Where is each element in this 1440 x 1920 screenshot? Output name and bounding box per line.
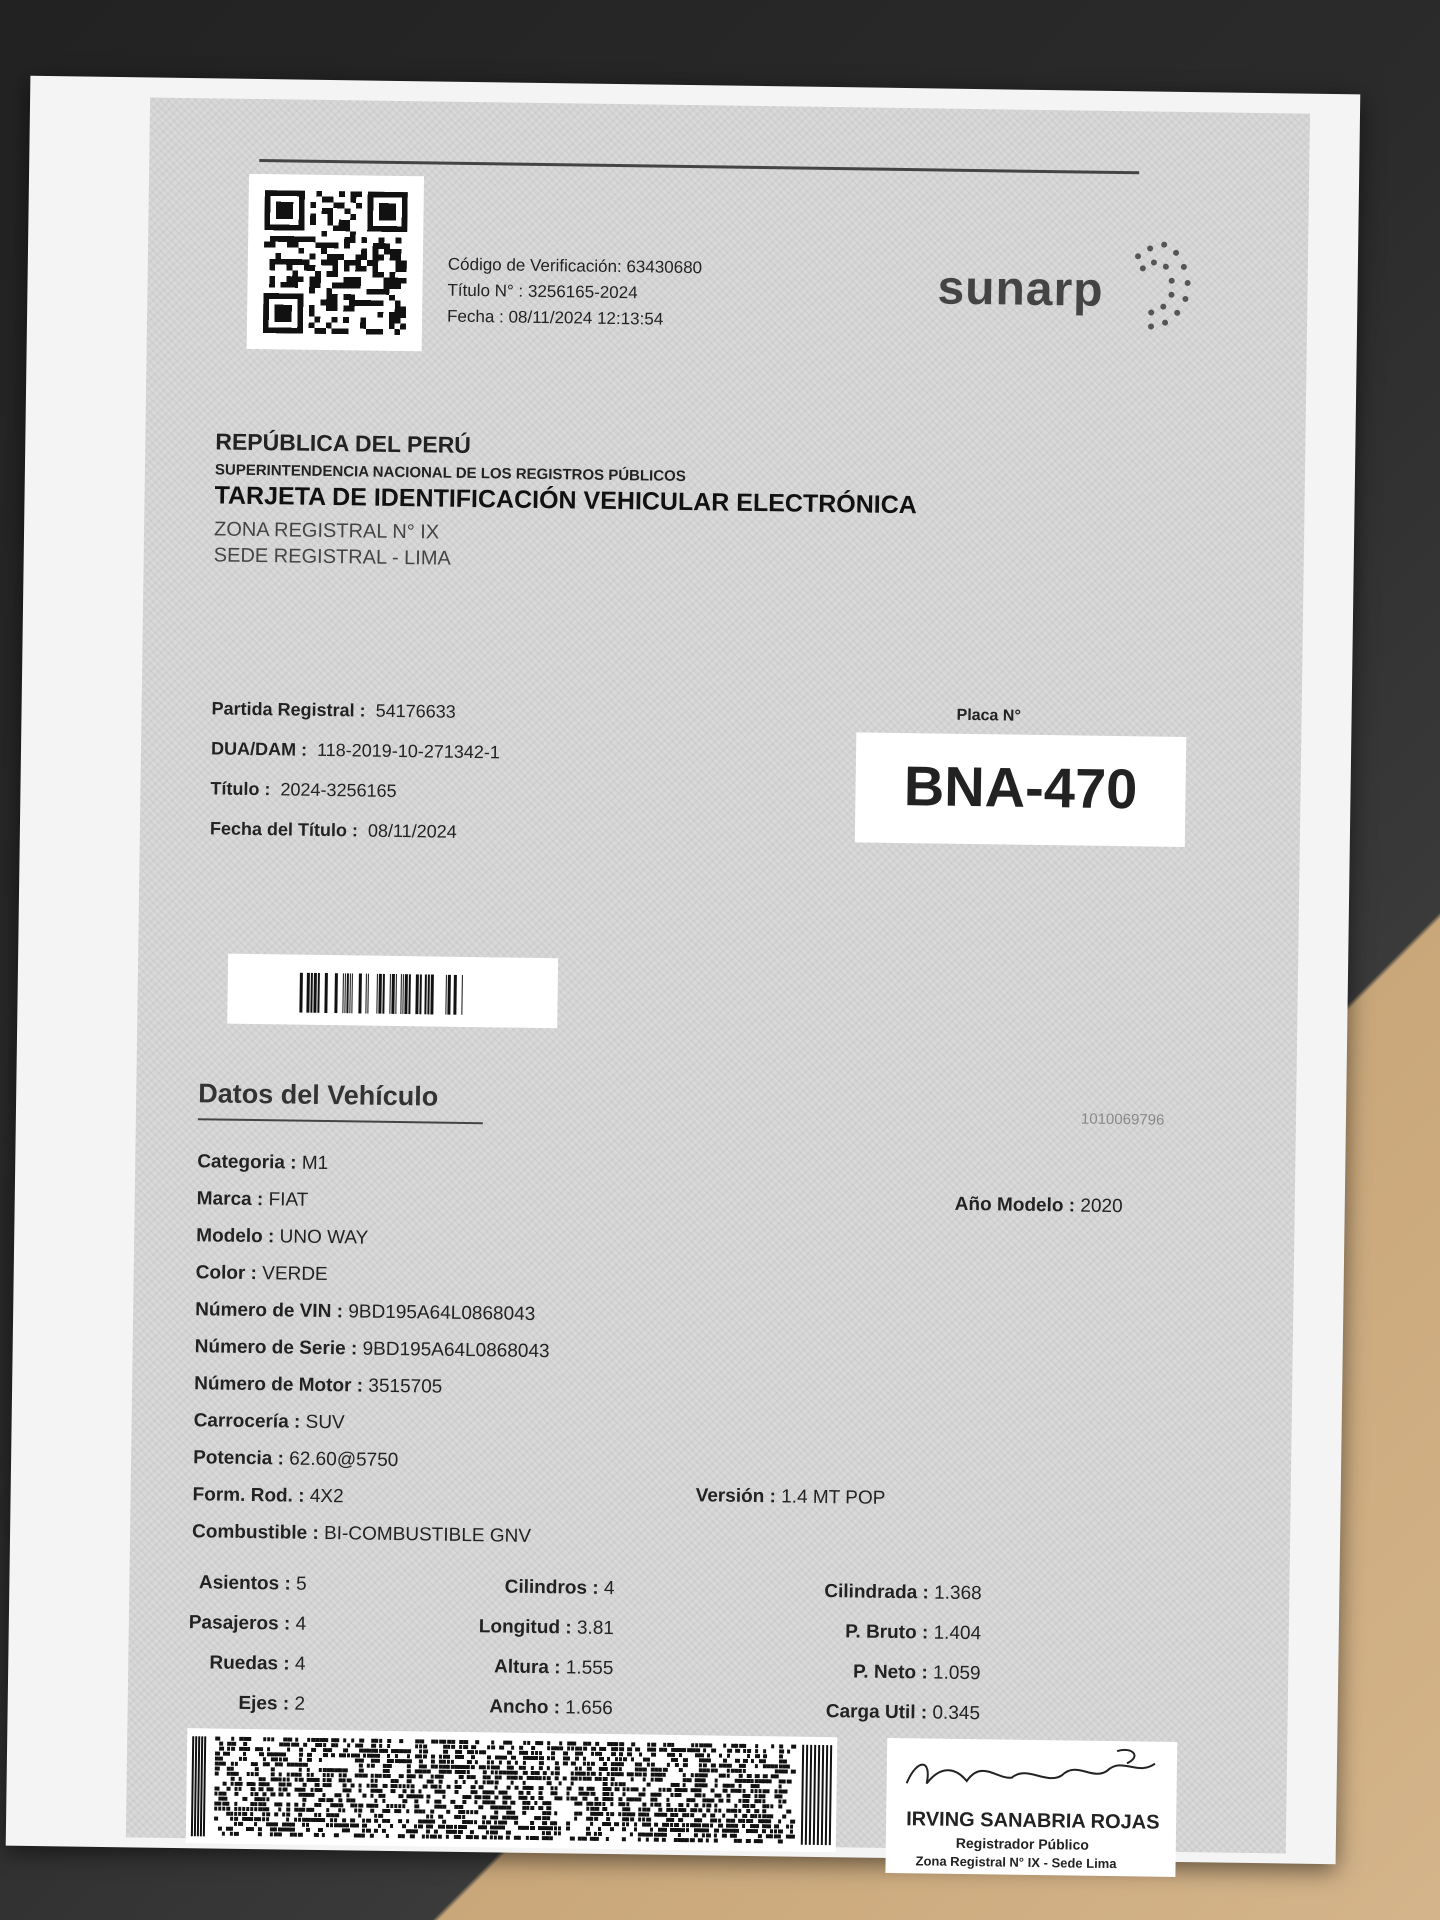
spec-row: Ruedas : 4 — [209, 1652, 306, 1675]
specs-col-2 — [477, 1567, 614, 1729]
spec-row: Asientos : 5 — [198, 1572, 307, 1595]
document-number: 1010069796 — [1080, 1110, 1165, 1129]
field-row: Potencia : 62.60@5750 — [192, 1447, 399, 1472]
version: Versión : 1.4 MT POP — [695, 1485, 886, 1509]
field-row: Número de Serie : 9BD195A64L0868043 — [194, 1336, 550, 1363]
field-row: Modelo : UNO WAY — [196, 1225, 369, 1249]
spec-row: P. Neto : 1.059 — [852, 1661, 981, 1685]
spec-row: Cilindros : 4 — [504, 1576, 615, 1600]
specs-col-1 — [187, 1563, 306, 1725]
spec-row: P. Bruto : 1.404 — [845, 1621, 982, 1645]
verification-code: Código de Verificación: 63430680 — [447, 254, 703, 278]
barcode-icon — [297, 973, 468, 1015]
spec-row: Cilindrada : 1.368 — [824, 1581, 982, 1605]
verification-info — [447, 252, 702, 334]
spec-row: Altura : 1.555 — [493, 1656, 614, 1680]
field-row: Color : VERDE — [195, 1262, 328, 1286]
spec-row: Carga Util : 0.345 — [825, 1701, 981, 1725]
pdf417-icon — [186, 1728, 838, 1852]
issue-date: Fecha : 08/11/2024 12:13:54 — [446, 306, 664, 329]
signatory-zone: Zona Registral N° IX - Sede Lima — [915, 1853, 1117, 1872]
field-row: Combustible : BI-COMBUSTIBLE GNV — [191, 1521, 532, 1547]
vehicle-fields — [192, 1143, 553, 1555]
specs-col-3 — [822, 1572, 982, 1734]
model-year: Año Modelo : 2020 — [954, 1193, 1123, 1218]
dua-row: DUA/DAM : 118-2019-10-271342-1 — [210, 738, 500, 763]
registry-details — [210, 688, 501, 852]
heading-underline — [198, 1118, 483, 1124]
agency-heading: SUPERINTENDENCIA NACIONAL DE LOS REGISTROS PÚBLICOS — [214, 461, 686, 485]
field-row: Número de VIN : 9BD195A64L0868043 — [195, 1299, 536, 1325]
barcode — [227, 954, 558, 1029]
spec-row: Ejes : 2 — [238, 1692, 306, 1715]
spec-row: Pasajeros : 4 — [188, 1612, 307, 1635]
partida-row: Partida Registral : 54176633 — [211, 698, 456, 722]
signatory-name: IRVING SANABRIA ROJAS — [906, 1808, 1160, 1834]
vehicle-data-heading: Datos del Vehículo — [198, 1078, 439, 1112]
spec-row: Longitud : 3.81 — [478, 1616, 615, 1640]
qr-code — [247, 174, 424, 351]
field-row: Marca : FIAT — [196, 1188, 309, 1211]
spec-row: Ancho : 1.656 — [489, 1696, 613, 1720]
signature-icon — [886, 1738, 1177, 1812]
signatory-role: Registrador Público — [955, 1834, 1089, 1853]
sunarp-logo: sunarp — [937, 261, 1104, 317]
registry-office: SEDE REGISTRAL - LIMA — [213, 544, 451, 570]
vehicle-id-card — [126, 97, 1310, 1872]
registry-zone: ZONA REGISTRAL N° IX — [213, 518, 440, 544]
titulo-row: Título : 2024-3256165 — [210, 778, 397, 801]
fecha-titulo-row: Fecha del Título : 08/11/2024 — [209, 818, 457, 842]
republic-heading: REPÚBLICA DEL PERÚ — [215, 428, 472, 458]
top-divider — [259, 159, 1139, 174]
plate-label: Placa N° — [956, 706, 1021, 725]
document-sheet — [6, 76, 1361, 1872]
pdf417-barcode — [186, 1728, 838, 1852]
field-row: Número de Motor : 3515705 — [194, 1373, 443, 1398]
title-number: Título N° : 3256165-2024 — [447, 280, 638, 303]
field-row: Categoria : M1 — [197, 1151, 329, 1175]
field-row: Form. Rod. : 4X2 — [192, 1484, 344, 1508]
document-title: TARJETA DE IDENTIFICACIÓN VEHICULAR ELECTRÓNICA — [214, 481, 918, 520]
field-row: Carrocería : SUV — [193, 1410, 345, 1434]
plate-number: BNA-470 — [903, 754, 1138, 821]
